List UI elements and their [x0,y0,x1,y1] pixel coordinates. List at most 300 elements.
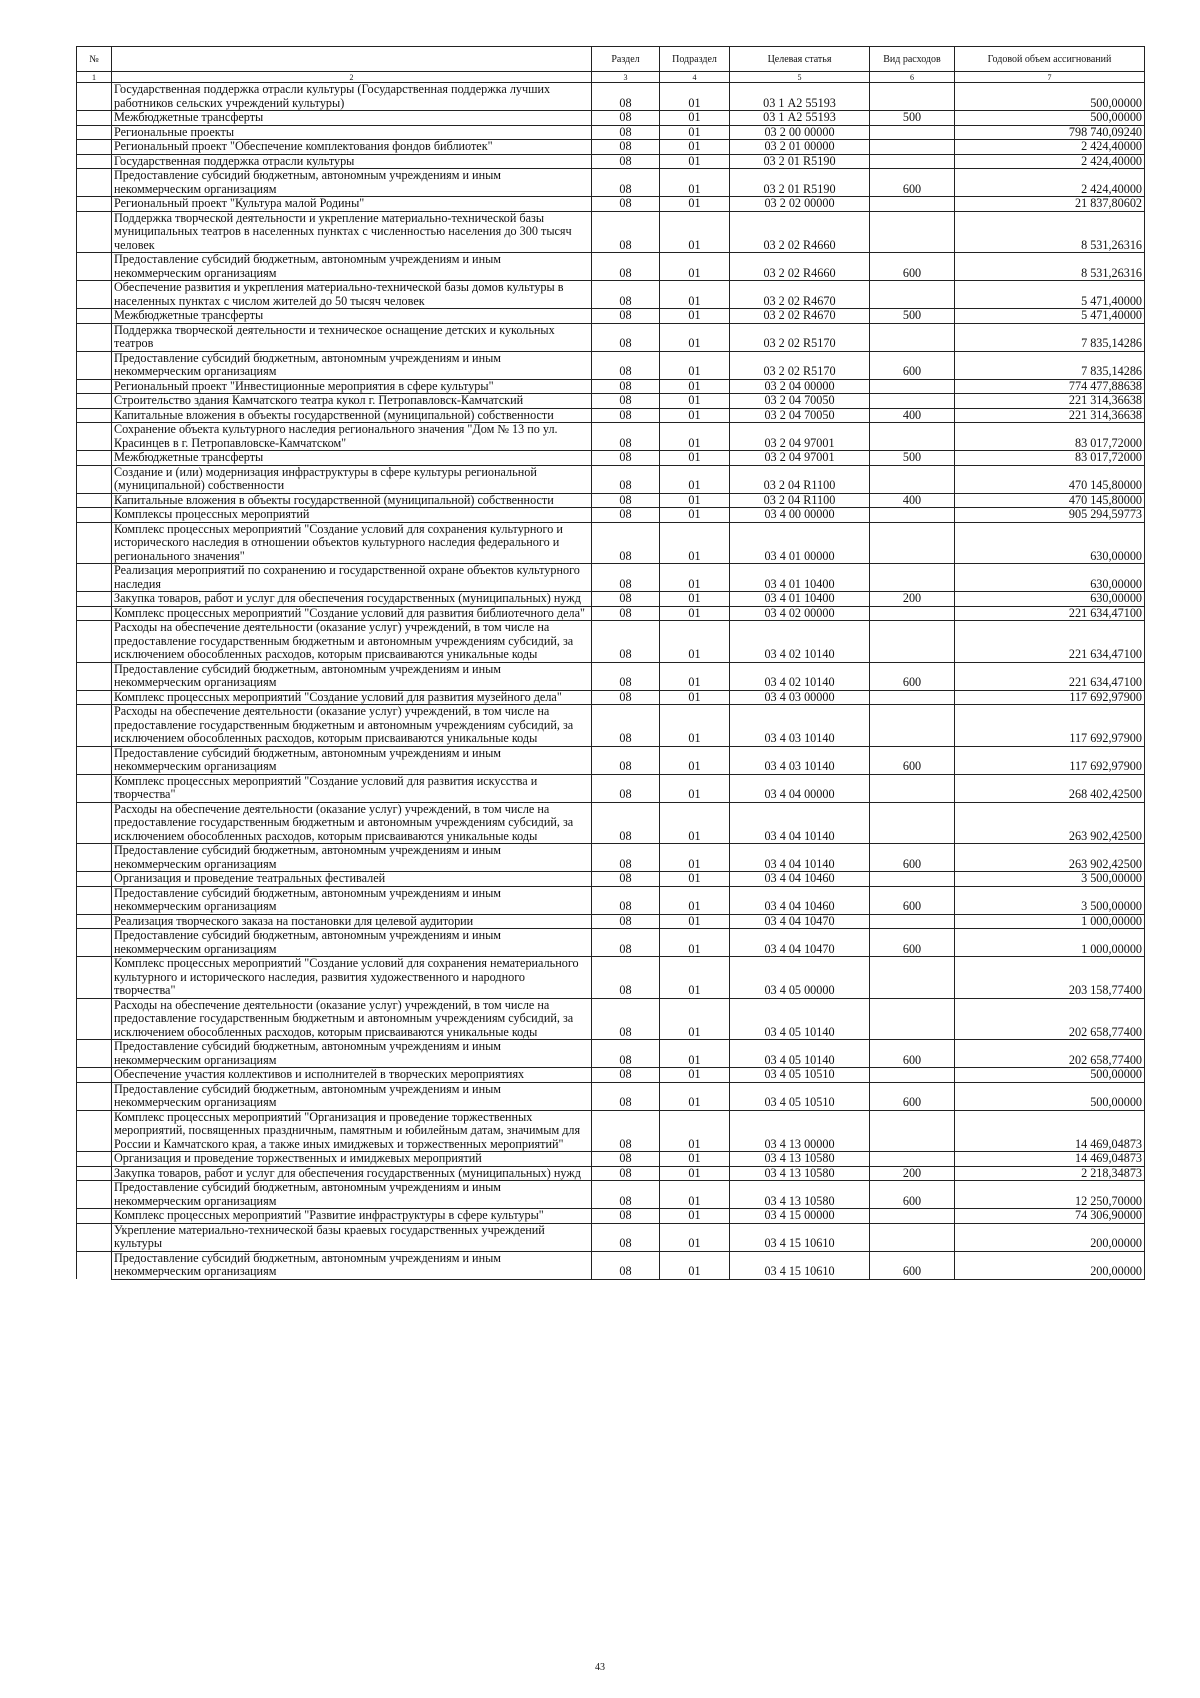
table-row [77,844,1145,872]
table-row [77,351,1145,379]
cell-podrazdel: 01 [660,423,730,451]
cell-num [77,111,112,126]
cell-celevaya: 03 4 04 10460 [730,886,870,914]
cell-podrazdel: 01 [660,169,730,197]
table-row [77,125,1145,140]
cell-name: Реализация мероприятий по сохранению и государственной охране объектов культурного наследия [112,564,592,592]
cell-vid [870,606,955,621]
cell-num [77,1152,112,1167]
cell-celevaya: 03 2 04 R1100 [730,493,870,508]
col-number: 7 [955,72,1145,83]
cell-celevaya: 03 2 02 R4660 [730,253,870,281]
table-row [77,111,1145,126]
cell-vid [870,211,955,253]
table-row [77,83,1145,111]
cell-celevaya: 03 4 01 10400 [730,564,870,592]
table-row [77,886,1145,914]
cell-podrazdel: 01 [660,309,730,324]
cell-podrazdel: 01 [660,111,730,126]
table-row [77,465,1145,493]
cell-podrazdel: 01 [660,1152,730,1167]
cell-sum: 117 692,97900 [955,690,1145,705]
cell-name: Предоставление субсидий бюджетным, автономным учреждениям и иным некоммерческим организациям [112,886,592,914]
header-celevaya: Целевая статья [730,47,870,72]
cell-celevaya: 03 2 01 00000 [730,140,870,155]
cell-num [77,83,112,111]
cell-razdel: 08 [592,83,660,111]
cell-num [77,253,112,281]
cell-vid [870,1068,955,1083]
cell-razdel: 08 [592,140,660,155]
cell-razdel: 08 [592,802,660,844]
cell-razdel: 08 [592,957,660,999]
cell-razdel: 08 [592,1181,660,1209]
table-row [77,169,1145,197]
cell-celevaya: 03 4 15 10610 [730,1251,870,1279]
table-row [77,1223,1145,1251]
cell-num [77,1209,112,1224]
cell-num [77,886,112,914]
table-row [77,998,1145,1040]
cell-razdel: 08 [592,998,660,1040]
cell-num [77,493,112,508]
cell-name: Предоставление субсидий бюджетным, автономным учреждениям и иным некоммерческим организациям [112,929,592,957]
cell-name: Обеспечение участия коллективов и исполнителей в творческих мероприятиях [112,1068,592,1083]
cell-razdel: 08 [592,423,660,451]
cell-name: Комплекс процессных мероприятий "Создание условий для развития музейного дела" [112,690,592,705]
column-number-row [77,72,1145,83]
cell-razdel: 08 [592,662,660,690]
table-row [77,1068,1145,1083]
cell-num [77,802,112,844]
cell-razdel: 08 [592,1166,660,1181]
cell-vid: 600 [870,1251,955,1279]
cell-vid [870,1209,955,1224]
cell-vid: 600 [870,1040,955,1068]
cell-podrazdel: 01 [660,508,730,523]
cell-celevaya: 03 2 01 R5190 [730,169,870,197]
cell-sum: 14 469,04873 [955,1110,1145,1152]
cell-celevaya: 03 4 02 00000 [730,606,870,621]
cell-sum: 8 531,26316 [955,211,1145,253]
header-num: № [77,47,112,72]
header-obem: Годовой объем ассигнований [955,47,1145,72]
table-row [77,451,1145,466]
cell-num [77,1223,112,1251]
table-row [77,929,1145,957]
cell-razdel: 08 [592,451,660,466]
cell-sum: 5 471,40000 [955,309,1145,324]
cell-name: Капитальные вложения в объекты государственной (муниципальной) собственности [112,493,592,508]
cell-celevaya: 03 4 04 10140 [730,802,870,844]
cell-sum: 2 424,40000 [955,140,1145,155]
cell-vid [870,690,955,705]
cell-num [77,929,112,957]
cell-name: Межбюджетные трансферты [112,309,592,324]
cell-razdel: 08 [592,111,660,126]
cell-name: Сохранение объекта культурного наследия регионального значения "Дом № 13 по ул. Красинцев в г. Петропавловске-Камчатском" [112,423,592,451]
table-row [77,1166,1145,1181]
cell-razdel: 08 [592,522,660,564]
cell-num [77,465,112,493]
table-row [77,592,1145,607]
cell-celevaya: 03 4 05 10510 [730,1082,870,1110]
cell-podrazdel: 01 [660,1181,730,1209]
cell-sum: 500,00000 [955,1068,1145,1083]
cell-podrazdel: 01 [660,83,730,111]
cell-sum: 630,00000 [955,522,1145,564]
cell-num [77,408,112,423]
cell-name: Комплекс процессных мероприятий "Организация и проведение торжественных мероприятий, посвященных праздничным, памятным и юбилейным датам, значимым для России и Камчатского края, а также иных имиджевых и торжественных мероприятий" [112,1110,592,1152]
cell-num [77,211,112,253]
cell-name: Предоставление субсидий бюджетным, автономным учреждениям и иным некоммерческим организациям [112,1040,592,1068]
cell-razdel: 08 [592,690,660,705]
cell-celevaya: 03 2 04 R1100 [730,465,870,493]
cell-podrazdel: 01 [660,1110,730,1152]
cell-razdel: 08 [592,1110,660,1152]
cell-vid [870,154,955,169]
cell-razdel: 08 [592,408,660,423]
cell-num [77,379,112,394]
table-row [77,423,1145,451]
cell-num [77,957,112,999]
cell-celevaya: 03 2 02 R5170 [730,351,870,379]
cell-vid: 200 [870,592,955,607]
col-number: 5 [730,72,870,83]
cell-podrazdel: 01 [660,522,730,564]
cell-razdel: 08 [592,379,660,394]
cell-celevaya: 03 2 02 R4670 [730,309,870,324]
cell-sum: 202 658,77400 [955,1040,1145,1068]
cell-podrazdel: 01 [660,621,730,663]
table-row [77,957,1145,999]
cell-sum: 7 835,14286 [955,351,1145,379]
cell-vid: 600 [870,929,955,957]
cell-celevaya: 03 2 02 R4660 [730,211,870,253]
cell-vid: 600 [870,1082,955,1110]
cell-vid [870,1110,955,1152]
cell-sum: 1 000,00000 [955,914,1145,929]
cell-name: Предоставление субсидий бюджетным, автономным учреждениям и иным некоммерческим организациям [112,746,592,774]
cell-sum: 7 835,14286 [955,323,1145,351]
cell-num [77,522,112,564]
cell-num [77,998,112,1040]
cell-podrazdel: 01 [660,197,730,212]
cell-sum: 2 424,40000 [955,154,1145,169]
cell-name: Региональные проекты [112,125,592,140]
cell-celevaya: 03 4 04 10470 [730,914,870,929]
cell-vid [870,423,955,451]
header-vid: Вид расходов [870,47,955,72]
cell-vid [870,140,955,155]
cell-name: Предоставление субсидий бюджетным, автономным учреждениям и иным некоммерческим организациям [112,1082,592,1110]
cell-num [77,592,112,607]
cell-name: Закупка товаров, работ и услуг для обеспечения государственных (муниципальных) нужд [112,592,592,607]
cell-num [77,606,112,621]
cell-name: Поддержка творческой деятельности и укрепление материально-технической базы муниципальных театров в населенных пунктах с численностью населения до 300 тысяч человек [112,211,592,253]
cell-vid [870,83,955,111]
cell-vid: 600 [870,169,955,197]
cell-vid [870,197,955,212]
cell-podrazdel: 01 [660,140,730,155]
table-row [77,606,1145,621]
cell-podrazdel: 01 [660,1040,730,1068]
cell-celevaya: 03 4 01 10400 [730,592,870,607]
cell-sum: 200,00000 [955,1251,1145,1279]
cell-num [77,914,112,929]
cell-razdel: 08 [592,872,660,887]
table-row [77,154,1145,169]
cell-podrazdel: 01 [660,1223,730,1251]
cell-name: Поддержка творческой деятельности и техническое оснащение детских и кукольных театров [112,323,592,351]
cell-num [77,323,112,351]
cell-vid: 600 [870,746,955,774]
col-number: 2 [112,72,592,83]
table-row [77,379,1145,394]
cell-name: Предоставление субсидий бюджетным, автономным учреждениям и иным некоммерческим организациям [112,169,592,197]
cell-name: Межбюджетные трансферты [112,451,592,466]
cell-num [77,844,112,872]
cell-celevaya: 03 4 13 10580 [730,1152,870,1167]
cell-razdel: 08 [592,1251,660,1279]
cell-celevaya: 03 4 05 10510 [730,1068,870,1083]
cell-razdel: 08 [592,125,660,140]
cell-vid: 600 [870,351,955,379]
cell-razdel: 08 [592,323,660,351]
col-number: 6 [870,72,955,83]
cell-razdel: 08 [592,774,660,802]
cell-vid [870,1152,955,1167]
cell-vid: 500 [870,309,955,324]
cell-razdel: 08 [592,705,660,747]
cell-celevaya: 03 1 А2 55193 [730,111,870,126]
cell-num [77,197,112,212]
cell-sum: 221 314,36638 [955,408,1145,423]
cell-sum: 630,00000 [955,564,1145,592]
cell-vid [870,998,955,1040]
cell-sum: 74 306,90000 [955,1209,1145,1224]
cell-podrazdel: 01 [660,465,730,493]
table-row [77,746,1145,774]
cell-num [77,872,112,887]
cell-razdel: 08 [592,508,660,523]
cell-name: Предоставление субсидий бюджетным, автономным учреждениям и иным некоммерческим организациям [112,844,592,872]
cell-name: Расходы на обеспечение деятельности (оказание услуг) учреждений, в том числе на предоставление государственным бюджетным и автономным учреждениям субсидий, за исключением обособленных расходов, которым присваиваются уникальные коды [112,705,592,747]
cell-podrazdel: 01 [660,844,730,872]
cell-podrazdel: 01 [660,451,730,466]
table-row [77,408,1145,423]
cell-podrazdel: 01 [660,957,730,999]
cell-num [77,662,112,690]
cell-vid: 500 [870,451,955,466]
cell-vid [870,125,955,140]
table-row [77,872,1145,887]
cell-vid [870,394,955,409]
page-number: 43 [595,1662,605,1673]
cell-razdel: 08 [592,394,660,409]
col-number: 3 [592,72,660,83]
table-row [77,621,1145,663]
cell-podrazdel: 01 [660,351,730,379]
cell-celevaya: 03 4 00 00000 [730,508,870,523]
cell-num [77,705,112,747]
table-row [77,914,1145,929]
cell-name: Реализация творческого заказа на постановки для целевой аудитории [112,914,592,929]
cell-celevaya: 03 2 02 00000 [730,197,870,212]
col-number: 4 [660,72,730,83]
cell-celevaya: 03 4 15 10610 [730,1223,870,1251]
cell-celevaya: 03 4 13 00000 [730,1110,870,1152]
table-row [77,564,1145,592]
cell-name: Предоставление субсидий бюджетным, автономным учреждениям и иным некоммерческим организациям [112,253,592,281]
cell-vid [870,379,955,394]
cell-podrazdel: 01 [660,929,730,957]
cell-podrazdel: 01 [660,914,730,929]
cell-name: Закупка товаров, работ и услуг для обеспечения государственных (муниципальных) нужд [112,1166,592,1181]
cell-vid [870,914,955,929]
cell-podrazdel: 01 [660,1166,730,1181]
table-row [77,1181,1145,1209]
table-row [77,493,1145,508]
cell-podrazdel: 01 [660,1251,730,1279]
cell-razdel: 08 [592,197,660,212]
cell-num [77,564,112,592]
cell-name: Расходы на обеспечение деятельности (оказание услуг) учреждений, в том числе на предоставление государственным бюджетным и автономным учреждениям субсидий, за исключением обособленных расходов, которым присваиваются уникальные коды [112,802,592,844]
cell-podrazdel: 01 [660,1068,730,1083]
cell-sum: 500,00000 [955,83,1145,111]
cell-vid [870,508,955,523]
cell-podrazdel: 01 [660,408,730,423]
cell-vid [870,1223,955,1251]
cell-vid [870,522,955,564]
cell-vid [870,621,955,663]
cell-sum: 905 294,59773 [955,508,1145,523]
cell-vid [870,465,955,493]
cell-name: Капитальные вложения в объекты государственной (муниципальной) собственности [112,408,592,423]
cell-razdel: 08 [592,564,660,592]
cell-name: Предоставление субсидий бюджетным, автономным учреждениям и иным некоммерческим организациям [112,1181,592,1209]
cell-num [77,1040,112,1068]
cell-vid: 600 [870,1181,955,1209]
cell-sum: 202 658,77400 [955,998,1145,1040]
cell-sum: 630,00000 [955,592,1145,607]
cell-podrazdel: 01 [660,379,730,394]
header-podrazdel: Подраздел [660,47,730,72]
cell-vid [870,957,955,999]
cell-name: Организация и проведение торжественных и имиджевых мероприятий [112,1152,592,1167]
table-row [77,508,1145,523]
cell-vid [870,705,955,747]
cell-num [77,1181,112,1209]
cell-celevaya: 03 1 А2 55193 [730,83,870,111]
cell-razdel: 08 [592,253,660,281]
cell-razdel: 08 [592,621,660,663]
table-row [77,1251,1145,1279]
header-razdel: Раздел [592,47,660,72]
cell-name: Государственная поддержка отрасли культуры [112,154,592,169]
col-number: 1 [77,72,112,83]
cell-num [77,1082,112,1110]
cell-razdel: 08 [592,1068,660,1083]
cell-name: Комплекс процессных мероприятий "Создание условий для развития библиотечного дела" [112,606,592,621]
cell-celevaya: 03 2 02 R4670 [730,281,870,309]
cell-vid: 200 [870,1166,955,1181]
cell-razdel: 08 [592,886,660,914]
cell-num [77,125,112,140]
cell-name: Комплексы процессных мероприятий [112,508,592,523]
cell-num [77,746,112,774]
cell-podrazdel: 01 [660,564,730,592]
cell-celevaya: 03 4 03 10140 [730,705,870,747]
cell-podrazdel: 01 [660,774,730,802]
cell-num [77,394,112,409]
cell-razdel: 08 [592,169,660,197]
cell-vid [870,774,955,802]
cell-celevaya: 03 4 15 00000 [730,1209,870,1224]
table-row [77,309,1145,324]
cell-podrazdel: 01 [660,154,730,169]
cell-name: Строительство здания Камчатского театра кукол г. Петропавловск-Камчатский [112,394,592,409]
cell-podrazdel: 01 [660,253,730,281]
cell-name: Комплекс процессных мероприятий "Создание условий для сохранения культурного и исторического наследия в отношении объектов культурного наследия федерального и регионального значения" [112,522,592,564]
cell-razdel: 08 [592,1040,660,1068]
cell-celevaya: 03 4 04 10140 [730,844,870,872]
cell-vid [870,564,955,592]
cell-vid: 600 [870,253,955,281]
cell-sum: 268 402,42500 [955,774,1145,802]
table-row [77,1209,1145,1224]
cell-num [77,423,112,451]
cell-num [77,1166,112,1181]
cell-name: Укрепление материально-технической базы краевых государственных учреждений культуры [112,1223,592,1251]
cell-num [77,1251,112,1279]
cell-sum: 221 634,47100 [955,606,1145,621]
cell-podrazdel: 01 [660,125,730,140]
cell-razdel: 08 [592,606,660,621]
cell-podrazdel: 01 [660,690,730,705]
table-row [77,211,1145,253]
cell-razdel: 08 [592,465,660,493]
header-name [112,47,592,72]
cell-sum: 83 017,72000 [955,451,1145,466]
cell-podrazdel: 01 [660,1082,730,1110]
cell-num [77,154,112,169]
cell-razdel: 08 [592,1082,660,1110]
cell-vid: 400 [870,493,955,508]
cell-podrazdel: 01 [660,323,730,351]
cell-razdel: 08 [592,592,660,607]
cell-vid: 600 [870,886,955,914]
cell-sum: 221 634,47100 [955,662,1145,690]
cell-celevaya: 03 4 04 10470 [730,929,870,957]
cell-name: Обеспечение развития и укрепления материально-технической базы домов культуры в населенных пунктах с числом жителей до 50 тысяч человек [112,281,592,309]
cell-celevaya: 03 2 04 70050 [730,394,870,409]
cell-sum: 221 314,36638 [955,394,1145,409]
table-body [77,83,1145,1280]
cell-celevaya: 03 4 13 10580 [730,1166,870,1181]
cell-num [77,690,112,705]
cell-sum: 117 692,97900 [955,746,1145,774]
cell-sum: 117 692,97900 [955,705,1145,747]
table-row [77,802,1145,844]
cell-name: Предоставление субсидий бюджетным, автономным учреждениям и иным некоммерческим организациям [112,662,592,690]
cell-sum: 798 740,09240 [955,125,1145,140]
cell-vid [870,281,955,309]
cell-name: Региональный проект "Культура малой Родины" [112,197,592,212]
cell-name: Государственная поддержка отрасли культуры (Государственная поддержка лучших работников сельских учреждений культуры) [112,83,592,111]
cell-razdel: 08 [592,154,660,169]
cell-celevaya: 03 4 02 10140 [730,621,870,663]
